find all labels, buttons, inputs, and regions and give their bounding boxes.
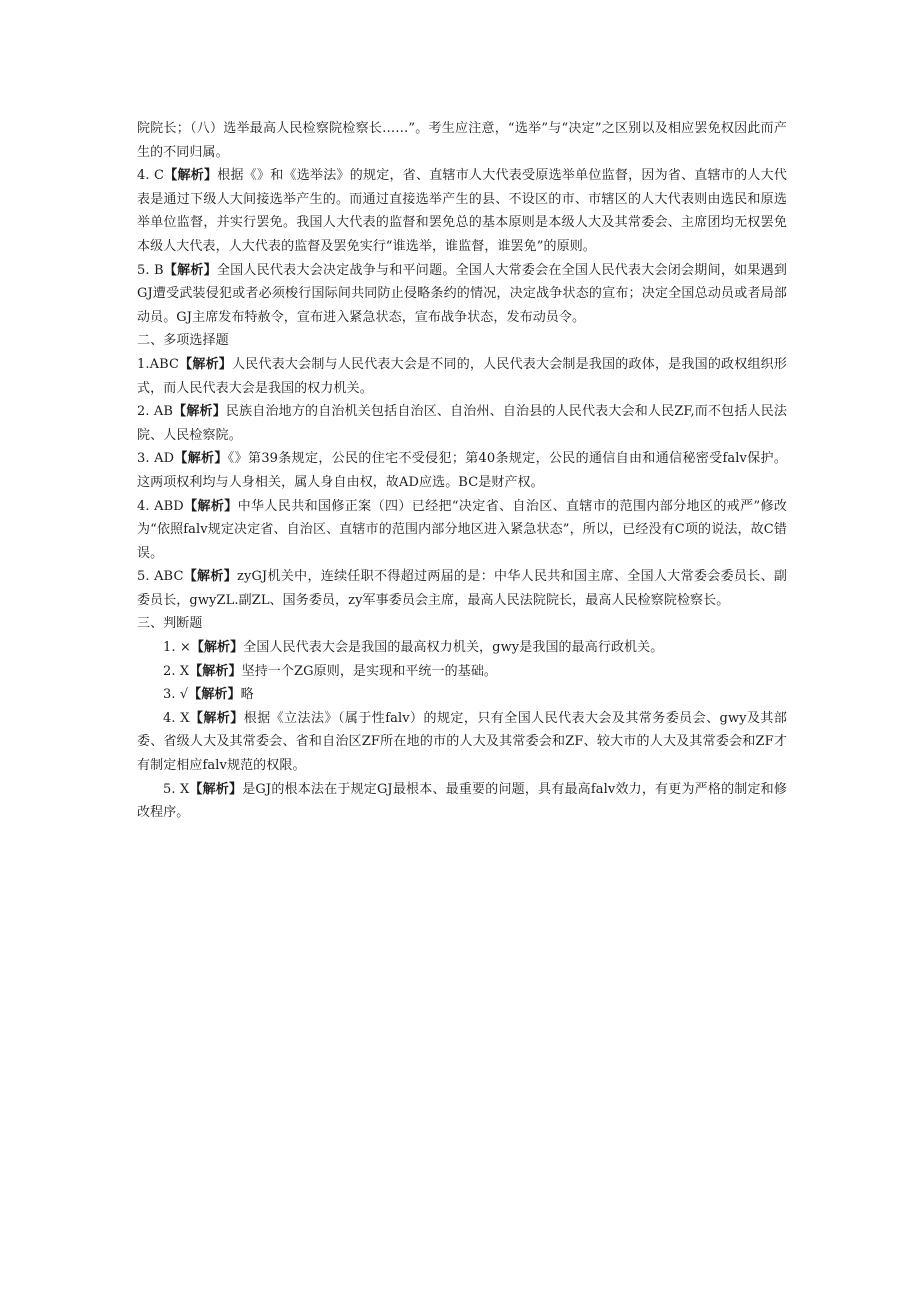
analysis-tag: 【解析】: [183, 498, 238, 514]
paragraph-1: [137, 117, 787, 164]
answer-number: 4. ABD: [137, 498, 184, 514]
analysis-tag: 【解析】: [174, 451, 228, 467]
answer-number: 3. AD: [137, 451, 175, 467]
answer-number: 4. X: [163, 710, 190, 726]
answer-number: 2. X: [163, 663, 190, 679]
analysis-text: 全国人民代表大会决定战争与和平问题。全国人大常委会在全国人民代表大会闭会期间，如果遇到GJ遭受武装侵犯或者必须梭行国际间共同防止侵略条约的情况，决定战争状态的宣布；决定全国总动员或者局部动员。GJ主席发布特赦令，宣布进入紧急状态，宣布战争状态，发布动员令。: [137, 262, 787, 325]
answer-4-true-false: [137, 707, 787, 778]
answer-1-multiple-choice: [137, 353, 787, 400]
analysis-text: 是GJ的根本法在于规定GJ最根本、最重要的问题，具有最高falv效力，有更为严格的制定和修改程序。: [137, 781, 787, 821]
answer-number: 3. √: [163, 687, 189, 703]
analysis-text: 中华人民共和国修正案（四）已经把“决定省、自治区、直辖市的范围内部分地区的戒严”修改为“依照falv规定决定省、自治区、直辖市的范围内部分地区进入紧急状态”，所以，已经没有C项的说法，故C错误。: [137, 498, 788, 561]
answer-1-true-false: [137, 636, 787, 660]
answer-2-multiple-choice: [137, 400, 787, 447]
analysis-text: 全国人民代表大会是我国的最高权力机关，gwy是我国的最高行政机关。: [243, 640, 664, 656]
analysis-text: 坚持一个ZG原则，是实现和平统一的基础。: [241, 663, 498, 679]
analysis-tag: 【解析】: [190, 640, 244, 656]
answer-number: 5. ABC: [137, 569, 184, 585]
analysis-tag: 【解析】: [173, 404, 226, 420]
analysis-tag: 【解析】: [183, 569, 238, 585]
answer-5-single-choice: [137, 259, 787, 330]
answer-number: 1. ×: [163, 640, 191, 656]
section-heading-true-false: [137, 612, 787, 636]
paragraph-text: 院院长；（八）选举最高人民检察院检察长……”。考生应注意，“选举”与“决定”之区别以及相应罢免权因此而产生的不同归属。: [137, 121, 787, 160]
answer-3-true-false: [137, 683, 787, 707]
analysis-text: 略: [240, 687, 254, 703]
answer-number: 1.ABC: [137, 356, 180, 372]
analysis-text: 《》第39条规定，公民的住宅不受侵犯；第40条规定，公民的通信自由和通信秘密受falv保护。这两项权利均与人身相关，属人身自由权，故AD应选。BC是财产权。: [137, 451, 788, 490]
answer-4-single-choice: [137, 164, 787, 258]
section-heading-text: 三、判断题: [137, 616, 203, 632]
analysis-tag: 【解析】: [188, 687, 241, 703]
answer-3-multiple-choice: [137, 447, 787, 494]
analysis-tag: 【解析】: [179, 356, 233, 372]
analysis-tag: 【解析】: [189, 781, 243, 797]
answer-number: 5. X: [163, 781, 190, 797]
analysis-text: 人民代表大会制与人民代表大会是不同的，人民代表大会制是我国的政体，是我国的政权组织形式，而人民代表大会是我国的权力机关。: [137, 356, 787, 396]
answer-number: 5. B: [137, 262, 164, 278]
analysis-tag: 【解析】: [189, 663, 242, 679]
section-heading-multiple-choice: [137, 329, 787, 353]
analysis-text: 民族自治地方的自治机关包括自治区、自治州、自治县的人民代表大会和人民ZF,而不包括人民法院、人民检察院。: [137, 404, 788, 443]
answer-2-true-false: [137, 660, 787, 684]
analysis-text: zyGJ机关中，连续任职不得超过两届的是：中华人民共和国主席、全国人大常委会委员长、副委员长，gwyZL.副ZL、国务委员，zy军事委员会主席，最高人民法院院长，最高人民检察院检察长。: [137, 569, 788, 608]
document-page: [137, 117, 787, 825]
analysis-text: 根据《立法法》（属于性falv）的规定，只有全国人民代表大会及其常务委员会、gwy及其部委、省级人大及其常委会、省和自治区ZF所在地的市的人大及其常委会和ZF、较大市的人大及其常委会和ZF才有制定相应falv规范的权限。: [137, 710, 787, 774]
answer-number: 2. AB: [137, 404, 174, 420]
answer-5-true-false: [137, 778, 787, 825]
analysis-text: 根据《》和《选举法》的规定，省、直辖市人大代表受原选举单位监督，因为省、直辖市的人大代表是通过下级人大间接选举产生的。而通过直接选举产生的县、不设区的市、市辖区的人大代表则由选民和原选举单位监督，并实行罢免。我国人大代表的监督和罢免总的基本原则是本级人大及其常委会、主席团均无权罢免本级人大代表，人大代表的监督及罢免实行“谁选举，谁监督，谁罢免”的原则。: [137, 168, 787, 254]
answer-number: 4. C: [137, 168, 165, 184]
answer-5-multiple-choice: [137, 565, 787, 612]
analysis-tag: 【解析】: [163, 262, 217, 278]
answer-4-multiple-choice: [137, 495, 787, 566]
analysis-tag: 【解析】: [189, 710, 244, 726]
analysis-tag: 【解析】: [164, 168, 218, 184]
section-heading-text: 二、多项选择题: [137, 333, 229, 349]
